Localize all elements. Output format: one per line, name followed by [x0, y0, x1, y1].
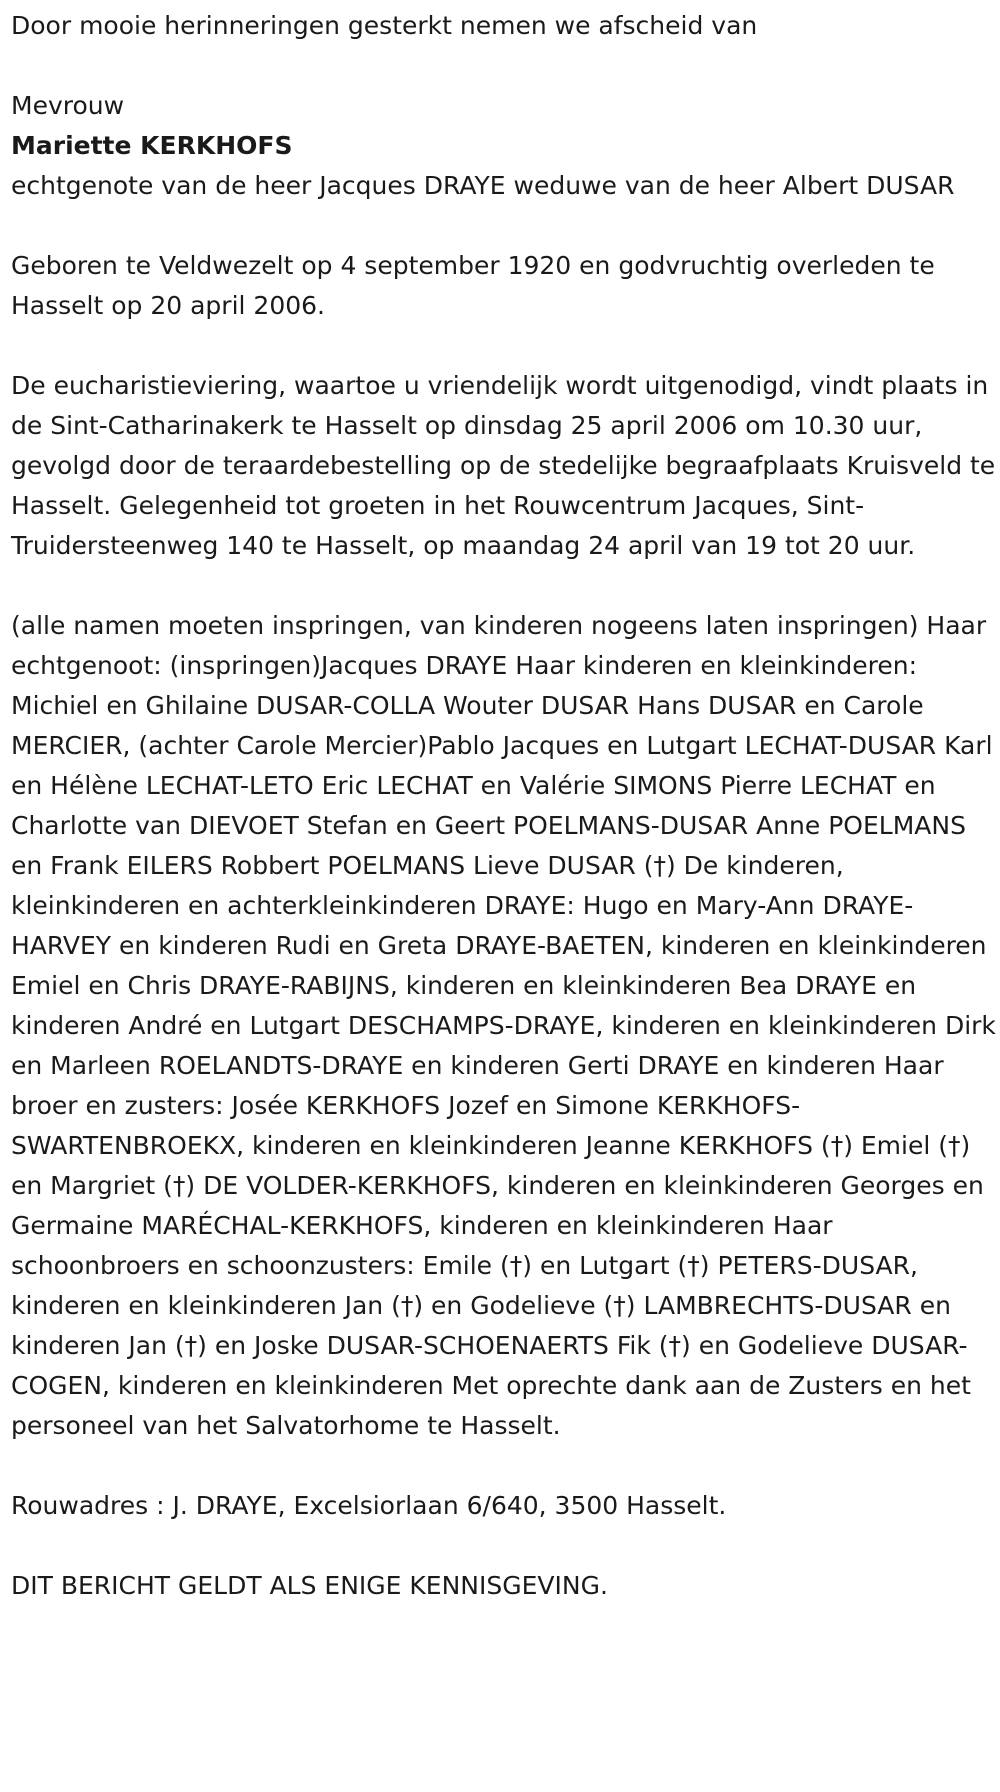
birth-death-text: Geboren te Veldwezelt op 4 september 1920 en godvruchtig overleden te Hasselt op 20 april 2006. — [11, 251, 935, 320]
spacer — [11, 1526, 1000, 1566]
spacer — [11, 46, 1000, 86]
spacer — [11, 326, 1000, 366]
mourning-address: Rouwadres : J. DRAYE, Excelsiorlaan 6/640, 3500 Hasselt. — [11, 1491, 727, 1520]
spacer — [11, 566, 1000, 606]
salutation: Mevrouw — [11, 91, 125, 120]
spacer — [11, 206, 1000, 246]
closing-text: DIT BERICHT GELDT ALS ENIGE KENNISGEVING. — [11, 1571, 608, 1600]
spacer — [11, 1446, 1000, 1486]
spouse-text: echtgenote van de heer Jacques DRAYE weduwe van de heer Albert DUSAR — [11, 171, 955, 200]
family-text: (alle namen moeten inspringen, van kinderen nogeens laten inspringen) Haar echtgenoot: (inspringen)Jacques DRAYE Haar kinderen en kleinkinderen: Michiel en Ghilaine DUSAR-COLLA Wouter DUSAR Hans DUSAR en Carole MERCIER, (achter Carole Mercier)Pablo Jacques en Lutgart LECHAT-DUSAR Karl en Hélène LECHAT-LETO Eric LECHAT en Valérie SIMONS Pierre LECHAT en Charlotte van DIEVOET Stefan en Geert POELMANS-DUSAR Anne POELMANS en Frank EILERS Robbert POELMANS Lieve DUSAR (†) De kinderen, kleinkinderen en achterkleinkinderen DRAYE: Hugo en Mary-Ann DRAYE-HARVEY en kinderen Rudi en Greta DRAYE-BAETEN, kinderen en kleinkinderen Emiel en Chris DRAYE-RABIJNS, kinderen en kleinkinderen Bea DRAYE en kinderen André en Lutgart DESCHAMPS-DRAYE, kinderen en kleinkinderen Dirk en Marleen ROELANDTS-DRAYE en kinderen Gerti DRAYE en kinderen Haar broer en zusters: Josée KERKHOFS Jozef en Simone KERKHOFS-SWARTENBROEKX, kinderen en kleinkinderen Jeanne KERKHOFS (†) Emiel (†) en Margriet (†) DE VOLDER-KERKHOFS, kinderen en kleinkinderen Georges en Germaine MARÉCHAL-KERKHOFS, kinderen en kleinkinderen Haar schoonbroers en schoonzusters: Emile (†) en Lutgart (†) PETERS-DUSAR, kinderen en kleinkinderen Jan (†) en Godelieve (†) LAMBRECHTS-DUSAR en kinderen Jan (†) en Joske DUSAR-SCHOENAERTS Fik (†) en Godelieve DUSAR-COGEN, kinderen en kleinkinderen Met oprechte dank aan de Zusters en het personeel van het Salvatorhome te Hasselt. — [11, 611, 996, 1440]
ceremony-text: De eucharistieviering, waartoe u vriendelijk wordt uitgenodigd, vindt plaats in de Sint-Catharinakerk te Hasselt op dinsdag 25 april 2006 om 10.30 uur, gevolgd door de teraardebestelling op de stedelijke begraafplaats Kruisveld te Hasselt. Gelegenheid tot groeten in het Rouwcentrum Jacques, Sint-Truidersteenweg 140 te Hasselt, op maandag 24 april van 19 tot 20 uur. — [11, 371, 996, 560]
deceased-name: Mariette KERKHOFS — [11, 131, 293, 160]
intro-text: Door mooie herinneringen gesterkt nemen we afscheid van — [11, 11, 758, 40]
